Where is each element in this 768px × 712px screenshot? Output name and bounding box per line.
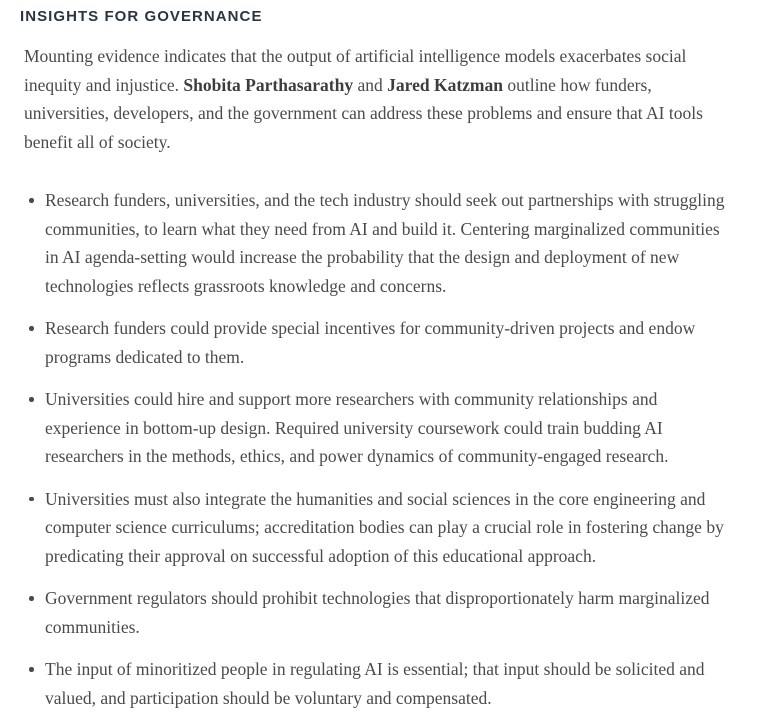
- recommendations-list: [20, 186, 750, 712]
- intro-text-part-2: outline how funders, universities, developers, and the government can address these problems and ensure that AI tools benefit all of society.: [24, 74, 703, 152]
- list-item: [20, 584, 750, 641]
- intro-conjunction: and: [353, 74, 388, 95]
- bullet-dot-icon: [29, 326, 34, 331]
- bullet-dot-icon: [29, 596, 34, 601]
- list-item-text: Universities could hire and support more researchers with community relationships and experience in bottom-up design. Required university coursework could train budding AI researchers in the methods, ethics, and power dynamics of community-engaged research.: [45, 389, 669, 466]
- bullet-dot-icon: [29, 497, 34, 502]
- list-item: [20, 314, 750, 371]
- list-item-text: The input of minoritized people in regulating AI is essential; that input should be solicited and valued, and participation should be voluntary and compensated.: [45, 659, 705, 708]
- list-item: [20, 186, 750, 300]
- intro-text-part-1: Mounting evidence indicates that the output of artificial intelligence models exacerbates social inequity and injustice.: [24, 46, 687, 95]
- bullet-dot-icon: [29, 198, 34, 203]
- intro-paragraph: [20, 42, 750, 156]
- list-item-text: Research funders, universities, and the tech industry should seek out partnerships with struggling communities, to learn what they need from AI and build it. Centering marginalized communities in AI agenda-setting would increase the probability that the design and deployment of new technologies reflects grassroots knowledge and concerns.: [45, 190, 725, 296]
- list-item-text: Research funders could provide special incentives for community-driven projects and endow programs dedicated to them.: [45, 318, 696, 367]
- bullet-dot-icon: [29, 667, 34, 672]
- list-item-text: Government regulators should prohibit technologies that disproportionately harm marginalized communities.: [45, 588, 710, 637]
- author-name-primary: Shobita Parthasarathy: [183, 74, 354, 95]
- list-item: [20, 385, 750, 471]
- list-item: [20, 485, 750, 571]
- bullet-dot-icon: [29, 397, 34, 402]
- section-heading: INSIGHTS FOR GOVERNANCE: [20, 8, 263, 25]
- list-item: [20, 655, 750, 712]
- list-item-text: Universities must also integrate the humanities and social sciences in the core engineering and computer science curriculums; accreditation bodies can play a crucial role in fostering change by predicating their approval on successful adoption of this educational approach.: [45, 488, 724, 566]
- author-name-secondary: Jared Katzman: [387, 74, 503, 95]
